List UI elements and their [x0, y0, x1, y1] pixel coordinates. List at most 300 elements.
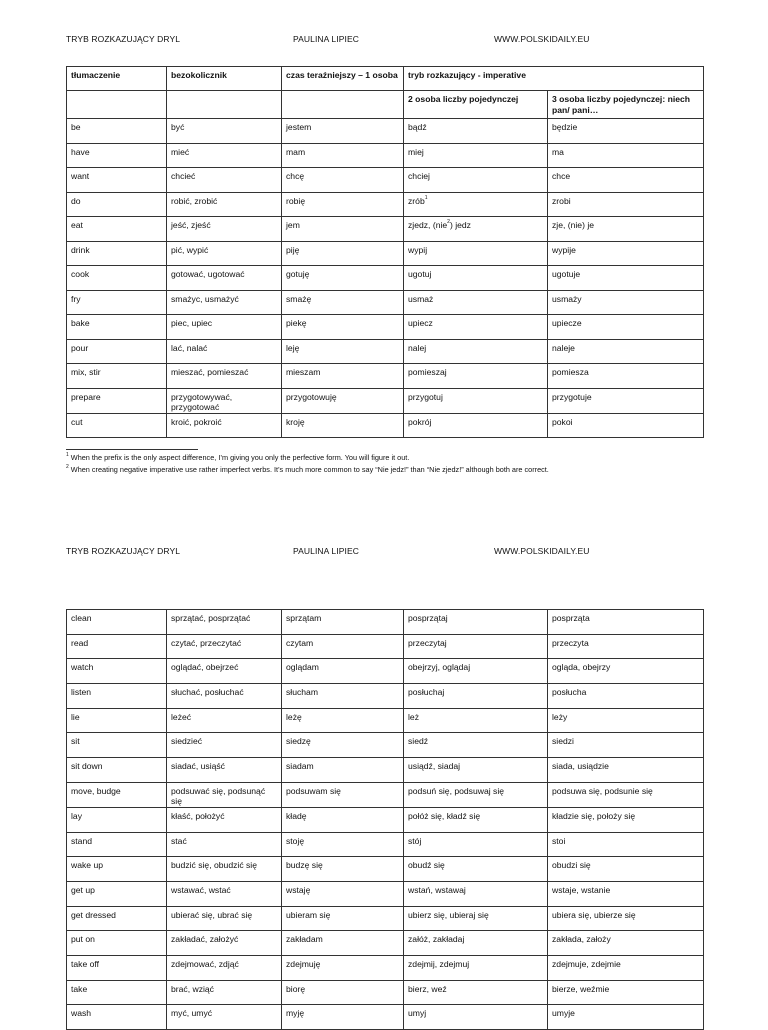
table-row [67, 241, 704, 266]
cell-text: kroję [286, 416, 305, 427]
cell-translation [67, 906, 167, 931]
cell-text: take [71, 983, 88, 994]
cell-translation [67, 1005, 167, 1030]
table-row [67, 388, 704, 413]
cell-imperative-2nd [404, 857, 548, 882]
cell-text: sprzątam [286, 613, 322, 623]
cell-present [282, 364, 404, 389]
cell-present [282, 634, 404, 659]
cell-infinitive [167, 143, 282, 168]
cell-infinitive [167, 364, 282, 389]
cell-imperative-2nd [404, 241, 548, 266]
table-row [67, 782, 704, 807]
cell-text: smażę [286, 293, 312, 304]
cell-infinitive [167, 906, 282, 931]
verb-table-1 [66, 66, 704, 438]
cell-text: usmaży [552, 293, 582, 304]
cell-imperative-3rd [548, 758, 704, 783]
cell-present [282, 857, 404, 882]
table-row [67, 708, 704, 733]
cell-imperative-3rd [548, 931, 704, 956]
cell-text: mix, stir [71, 367, 101, 377]
cell-imperative-3rd [548, 857, 704, 882]
cell-text: leję [286, 342, 300, 353]
cell-imperative-3rd [548, 364, 704, 389]
cell-imperative-3rd [548, 807, 704, 832]
cell-imperative-3rd [548, 339, 704, 364]
cell-present [282, 659, 404, 684]
footnote-2 [66, 465, 549, 474]
footnote-marker: 1 [66, 452, 69, 458]
cell-text: sprzątać, posprzątać [171, 613, 251, 623]
cell-text: bądź [408, 122, 427, 132]
cell-text: czytam [286, 637, 314, 648]
table-row [67, 290, 704, 315]
cell-imperative-3rd [548, 119, 704, 144]
cell-text: chciej [408, 171, 430, 181]
cell-imperative-3rd [548, 733, 704, 758]
cell-text: załóż, zakładaj [408, 934, 465, 945]
table-row [67, 610, 704, 635]
cell-imperative-2nd [404, 610, 548, 635]
cell-translation [67, 659, 167, 684]
cell-imperative-3rd [548, 315, 704, 340]
header-website: WWW.POLSKIDAILY.EU [494, 34, 590, 44]
cell-imperative-3rd [548, 782, 704, 807]
cell-present [282, 168, 404, 193]
cell-infinitive [167, 339, 282, 364]
table-row [67, 143, 704, 168]
cell-present [282, 955, 404, 980]
cell-text: obudź się [408, 860, 445, 871]
cell-translation [67, 119, 167, 144]
table-row [67, 684, 704, 709]
cell-translation [67, 413, 167, 438]
cell-text: przygotowywać, przygotować [171, 391, 233, 412]
column-header-infinitive: bezokolicznik [167, 67, 282, 91]
cell-text: podsuń się, podsuwaj się [408, 785, 505, 796]
cell-text: bierze, weźmie [552, 983, 610, 994]
cell-text: pokrój [408, 416, 432, 427]
cell-text: ) jedz [449, 220, 471, 230]
cell-text: drink [71, 244, 90, 255]
cell-text: zdejmować, zdjąć [171, 958, 239, 969]
cell-text: ubierać się, ubrać się [171, 909, 253, 920]
cell-present [282, 610, 404, 635]
cell-infinitive [167, 931, 282, 956]
verb-table-2 [66, 609, 704, 1030]
cell-imperative-3rd [548, 610, 704, 635]
cell-text: brać, wziąć [171, 983, 214, 994]
cell-text: zakładać, założyć [171, 934, 239, 945]
cell-text: myję [286, 1008, 305, 1019]
cell-text: jem [286, 220, 300, 230]
cell-imperative-2nd [404, 290, 548, 315]
cell-text: ubieram się [286, 909, 331, 920]
table-row [67, 364, 704, 389]
cell-imperative-2nd [404, 733, 548, 758]
cell-text: want [71, 171, 90, 181]
cell-infinitive [167, 857, 282, 882]
table-row [67, 339, 704, 364]
cell-text: posprząta [552, 613, 590, 623]
cell-text: do [71, 195, 81, 206]
cell-present [282, 758, 404, 783]
cell-text: cut [71, 416, 83, 427]
cell-infinitive [167, 168, 282, 193]
cell-text: leży [552, 711, 568, 722]
cell-text: wstaję [286, 884, 311, 895]
cell-present [282, 143, 404, 168]
cell-text: umyj [408, 1008, 427, 1019]
cell-imperative-2nd [404, 634, 548, 659]
cell-imperative-2nd [404, 266, 548, 291]
cell-text: chce [552, 171, 571, 181]
cell-text: zrób [408, 195, 425, 206]
cell-imperative-2nd [404, 388, 548, 413]
table-row [67, 807, 704, 832]
cell-text: upiecze [552, 318, 582, 328]
cell-text: podsuwa się, podsunie się [552, 785, 653, 796]
page-header [66, 546, 702, 558]
cell-imperative-2nd [404, 708, 548, 733]
cell-text: umyje [552, 1008, 575, 1019]
cell-imperative-2nd [404, 364, 548, 389]
cell-imperative-2nd [404, 168, 548, 193]
cell-translation [67, 733, 167, 758]
cell-imperative-3rd [548, 881, 704, 906]
cell-translation [67, 217, 167, 242]
cell-imperative-2nd [404, 192, 548, 217]
cell-infinitive [167, 955, 282, 980]
cell-imperative-3rd [548, 290, 704, 315]
cell-imperative-3rd [548, 955, 704, 980]
cell-text: siedź [408, 736, 429, 747]
cell-imperative-2nd [404, 659, 548, 684]
cell-text: budzę się [286, 860, 323, 871]
cell-imperative-3rd [548, 266, 704, 291]
cell-text: leżę [286, 711, 302, 722]
cell-text: be [71, 122, 81, 132]
cell-text: usmaż [408, 293, 434, 304]
cell-text: stoi [552, 835, 566, 846]
cell-text: lać, nalać [171, 342, 208, 353]
cell-text: ugotuje [552, 269, 581, 279]
cell-imperative-2nd [404, 931, 548, 956]
cell-text: pokoi [552, 416, 573, 427]
cell-text: chcieć [171, 171, 196, 181]
cell-text: have [71, 146, 90, 157]
cell-text: prepare [71, 391, 101, 402]
cell-imperative-3rd [548, 217, 704, 242]
empty-cell [282, 91, 404, 119]
footnote-1 [66, 453, 409, 462]
cell-text: pour [71, 342, 89, 353]
cell-imperative-3rd [548, 143, 704, 168]
subheader-3rd-person: 3 osoba liczby pojedynczej: niech pan/ pani… [548, 91, 704, 119]
cell-imperative-2nd [404, 119, 548, 144]
cell-text: pomiesza [552, 367, 589, 377]
table-row [67, 881, 704, 906]
cell-text: mieszać, pomieszać [171, 367, 249, 377]
cell-infinitive [167, 782, 282, 807]
cell-text: wypije [552, 244, 576, 255]
cell-text: stoję [286, 835, 305, 846]
table-row [67, 266, 704, 291]
cell-present [282, 733, 404, 758]
table-row [67, 168, 704, 193]
column-header-imperative: tryb rozkazujący - imperative [404, 67, 704, 91]
cell-text: ma [552, 146, 564, 157]
cell-text: biorę [286, 983, 306, 994]
cell-translation [67, 266, 167, 291]
cell-translation [67, 832, 167, 857]
cell-infinitive [167, 119, 282, 144]
cell-text: get up [71, 884, 95, 895]
cell-text: stand [71, 835, 93, 846]
table-row [67, 931, 704, 956]
cell-text: myć, umyć [171, 1008, 213, 1019]
cell-present [282, 315, 404, 340]
cell-imperative-3rd [548, 388, 704, 413]
cell-imperative-3rd [548, 413, 704, 438]
cell-infinitive [167, 733, 282, 758]
table-subheader-row [67, 91, 704, 119]
cell-text: jeść, zjeść [171, 220, 211, 230]
cell-translation [67, 290, 167, 315]
cell-text: lay [71, 810, 82, 821]
cell-text: siedzi [552, 736, 574, 747]
cell-text: posłuchaj [408, 687, 445, 698]
cell-text: stać [171, 835, 187, 846]
cell-imperative-3rd [548, 241, 704, 266]
cell-imperative-2nd [404, 217, 548, 242]
cell-translation [67, 708, 167, 733]
cell-infinitive [167, 217, 282, 242]
cell-text: get dressed [71, 909, 116, 920]
cell-text: przeczytaj [408, 637, 447, 648]
cell-text: przeczyta [552, 637, 589, 648]
cell-imperative-2nd [404, 906, 548, 931]
cell-imperative-2nd [404, 881, 548, 906]
cell-text: siadać, usiąść [171, 761, 225, 772]
cell-text: kroić, pokroić [171, 416, 222, 427]
header-author: PAULINA LIPIEC [293, 34, 359, 44]
cell-text: siedzieć [171, 736, 203, 747]
cell-infinitive [167, 1005, 282, 1030]
cell-text: eat [71, 220, 83, 230]
cell-text: read [71, 637, 89, 648]
cell-text: czytać, przeczytać [171, 637, 242, 648]
cell-text: być [171, 122, 185, 132]
cell-present [282, 266, 404, 291]
footnote-marker: 2 [66, 464, 69, 470]
cell-infinitive [167, 315, 282, 340]
cell-imperative-2nd [404, 758, 548, 783]
cell-text: zdejmuję [286, 958, 321, 969]
cell-imperative-2nd [404, 684, 548, 709]
cell-text: nalej [408, 342, 427, 353]
cell-text: przygotowuję [286, 391, 337, 402]
cell-text: podsuwam się [286, 785, 341, 796]
cell-text: pić, wypić [171, 244, 209, 255]
cell-text: jestem [286, 122, 312, 132]
cell-text: fry [71, 293, 81, 304]
column-header-present-tense: czas teraźniejszy – 1 osoba [282, 67, 404, 91]
cell-present [282, 684, 404, 709]
header-website: WWW.POLSKIDAILY.EU [494, 546, 590, 556]
cell-present [282, 881, 404, 906]
cell-text: siadam [286, 761, 314, 772]
cell-text: zdejmij, zdejmuj [408, 958, 470, 969]
table-row [67, 733, 704, 758]
cell-imperative-3rd [548, 1005, 704, 1030]
cell-text: mam [286, 146, 306, 157]
cell-imperative-2nd [404, 832, 548, 857]
cell-text: słuchać, posłuchać [171, 687, 244, 698]
cell-text: naleje [552, 342, 575, 353]
cell-text: gotować, ugotować [171, 269, 245, 279]
header-title: TRYB ROZKAZUJĄCY DRYL [66, 34, 181, 44]
footnote-marker: 2 [447, 219, 450, 225]
header-author: PAULINA LIPIEC [293, 546, 359, 556]
cell-present [282, 980, 404, 1005]
cell-infinitive [167, 241, 282, 266]
cell-text: miej [408, 146, 424, 157]
cell-imperative-3rd [548, 708, 704, 733]
cell-text: wash [71, 1008, 92, 1019]
table-row [67, 659, 704, 684]
cell-text: robię [286, 195, 306, 206]
cell-imperative-2nd [404, 782, 548, 807]
cell-infinitive [167, 758, 282, 783]
cell-text: ubiera się, ubierze się [552, 909, 636, 920]
cell-text: bierz, weź [408, 983, 447, 994]
cell-imperative-2nd [404, 955, 548, 980]
cell-present [282, 217, 404, 242]
cell-present [282, 119, 404, 144]
cell-imperative-2nd [404, 1005, 548, 1030]
cell-text: smażyc, usmażyć [171, 293, 239, 304]
cell-text: przygotuje [552, 391, 592, 402]
cell-translation [67, 143, 167, 168]
table-row [67, 857, 704, 882]
cell-translation [67, 881, 167, 906]
cell-infinitive [167, 684, 282, 709]
cell-text: piec, upiec [171, 318, 213, 328]
table-row [67, 217, 704, 242]
cell-translation [67, 782, 167, 807]
cell-text: oglądam [286, 662, 319, 673]
empty-cell [67, 91, 167, 119]
cell-infinitive [167, 832, 282, 857]
cell-text: zje, (nie) je [552, 220, 595, 230]
cell-text: chcę [286, 171, 305, 181]
cell-translation [67, 807, 167, 832]
cell-text: słucham [286, 687, 318, 698]
cell-text: upiecz [408, 318, 433, 328]
cell-present [282, 192, 404, 217]
cell-translation [67, 192, 167, 217]
subheader-2nd-person: 2 osoba liczby pojedynczej [404, 91, 548, 119]
cell-text: put on [71, 934, 95, 945]
cell-text: pomieszaj [408, 367, 447, 377]
cell-present [282, 906, 404, 931]
cell-translation [67, 241, 167, 266]
table-row [67, 413, 704, 438]
cell-infinitive [167, 807, 282, 832]
cell-present [282, 388, 404, 413]
cell-imperative-3rd [548, 168, 704, 193]
cell-text: posłucha [552, 687, 587, 698]
cell-translation [67, 610, 167, 635]
cell-translation [67, 168, 167, 193]
cell-text: usiądź, siadaj [408, 761, 461, 772]
cell-text: robić, zrobić [171, 195, 218, 206]
cell-text: zrobi [552, 195, 571, 206]
cell-text: piję [286, 244, 300, 255]
cell-text: sit [71, 736, 80, 747]
document-page-2 [0, 512, 768, 1024]
cell-text: ugotuj [408, 269, 432, 279]
cell-translation [67, 857, 167, 882]
cell-text: zjedz, (nie [408, 220, 448, 230]
table-row [67, 315, 704, 340]
cell-text: wypij [408, 244, 428, 255]
cell-text: lie [71, 711, 80, 722]
cell-text: take off [71, 958, 100, 969]
cell-text: siedzę [286, 736, 311, 747]
cell-infinitive [167, 610, 282, 635]
cell-imperative-2nd [404, 315, 548, 340]
table-row [67, 119, 704, 144]
footnote-marker: 1 [424, 194, 428, 201]
cell-text: mieć [171, 146, 190, 157]
cell-text: wake up [71, 860, 104, 871]
cell-text: gotuję [286, 269, 310, 279]
cell-present [282, 339, 404, 364]
table-row [67, 906, 704, 931]
column-header-translation: tłumaczenie [67, 67, 167, 91]
footnote-text: When creating negative imperative use rather imperfect verbs. It’s much more common to say “Nie jedz!” than “Nie zjedz!” although both are correct. [68, 465, 549, 474]
cell-imperative-3rd [548, 684, 704, 709]
cell-translation [67, 758, 167, 783]
cell-text: kładę [286, 810, 307, 821]
table-row [67, 980, 704, 1005]
cell-text: mieszam [286, 367, 321, 377]
cell-text: obejrzyj, oglądaj [408, 662, 471, 673]
cell-infinitive [167, 659, 282, 684]
cell-infinitive [167, 192, 282, 217]
cell-text: zakłada, założy [552, 934, 611, 945]
cell-present [282, 782, 404, 807]
table-header-row [67, 67, 704, 91]
cell-imperative-3rd [548, 906, 704, 931]
cell-text: posprzątaj [408, 613, 448, 623]
cell-translation [67, 364, 167, 389]
cell-translation [67, 684, 167, 709]
cell-present [282, 931, 404, 956]
cell-present [282, 832, 404, 857]
cell-text: budzić się, obudzić się [171, 860, 257, 871]
cell-present [282, 1005, 404, 1030]
cell-infinitive [167, 388, 282, 413]
cell-text: przygotuj [408, 391, 443, 402]
table-row [67, 634, 704, 659]
cell-text: podsuwać się, podsunąć się [171, 785, 266, 807]
cell-infinitive [167, 290, 282, 315]
cell-text: wstawać, wstać [171, 884, 231, 895]
